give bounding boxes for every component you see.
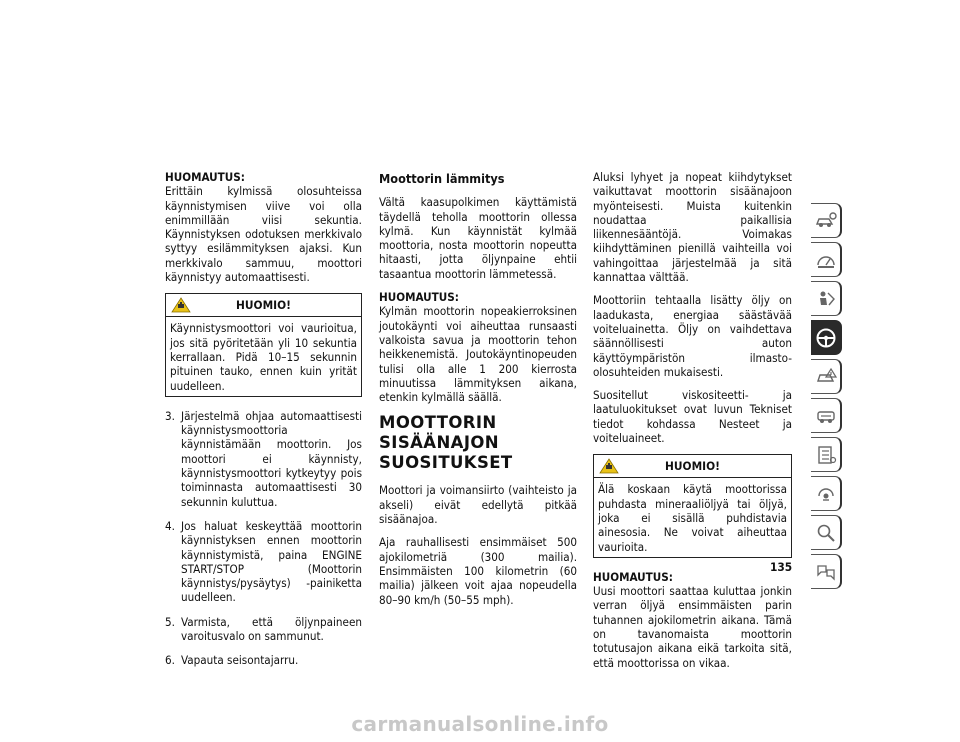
steps-list [165,409,362,668]
tab-safety[interactable] [811,281,842,316]
service-car-icon [815,406,837,426]
warning-header [594,455,791,478]
tab-starting-operating[interactable] [811,320,842,355]
dashboard-info-icon [815,250,837,270]
note-text: Kylmän moottorin nopeakierroksinen joutokäynti voi aiheuttaa runsaasti valkoista savua ja moottorin tehon heikkenemistä. Joutokäyntinopeuden tulisi olla alle 1 200 kierrosta minuutissa lämmityksen aikana, etenkin kylmällä säällä. [379,304,577,405]
note-text: Uusi moottori saattaa kuluttaa jonkin verran öljyä ensimmäisten parin tuhannen ajokilometrin aikana. Tämä on tavanomaista moottorin totutusajon aikana eikä tarkoita sitä, että moottorissa on vikaa. [593,584,792,670]
list-item [165,409,362,509]
tab-emergency[interactable] [811,359,842,394]
language-index-icon [815,562,837,582]
step-text: Varmista, että öljynpaineen varoitusvalo on sammunut. [181,614,362,644]
step-number: 6. [165,653,175,668]
step-text: Järjestelmä ohjaa automaattisesti käynnistysmoottoria käynnistämään moottorin. Jos moottori ei käynnisty, käynnistysmoottori kytkeytyy pois toiminnasta automaattisesti 30 sekunnin kuluttua. [181,408,362,509]
note-label: HUOMAUTUS: [593,569,673,584]
paragraph: Moottoriin tehtaalla lisätty öljy on laadukasta, energiaa säästävää voiteluainetta. Öljy on vaihdettava säännöllisesti auton käyttöympäristön ilmasto-olosuhteiden mukaisesti. [593,293,792,379]
safety-airbag-icon [815,289,837,309]
step-text: Jos haluat keskeyttää moottorin käynnistyksen ennen moottorin käynnistymistä, paina ENGINE START/STOP (Moottorin käynnistys/pysäytys) -painiketta uudelleen. [181,518,362,605]
warning-text: Älä koskaan käytä moottorissa puhdasta mineraaliöljyä tai öljyä, joka ei sisällä puhdistavia ainesosia. Ne voivat aiheuttaa vaurioita. [598,482,787,554]
list-item [165,615,362,644]
list-item [165,653,362,667]
column-left [165,170,362,678]
warning-text: Käynnistysmoottori voi vaurioitua, jos sitä pyöritetään yli 10 sekuntia kerrallaan. Pidä 10–15 sekunnin pituinen tauko, ennen kuin yrität uudelleen. [170,321,357,393]
warning-box [593,454,792,557]
specifications-list-icon [815,445,837,465]
step-number: 3. [165,408,175,423]
section-title: Moottorin lämmitys [379,171,505,186]
tab-index[interactable] [811,515,842,550]
step-text: Vapauta seisontajarru. [181,653,299,668]
warning-header [166,294,361,317]
page-number: 135 [770,560,793,574]
paragraph: Aja rauhallisesti ensimmäiset 500 ajokilometriä (300 mailia). Ensimmäisten 100 kilometrin (60 mailia) jälkeen voit ajaa nopeudella 80–90 km/h (50–55 mph). [379,535,577,607]
emergency-car-icon [815,367,837,387]
search-magnifier-icon [815,523,837,543]
step-number: 5. [165,614,175,629]
note-label: HUOMAUTUS: [165,170,245,184]
tab-multimedia[interactable] [811,476,842,511]
paragraph: Suositellut viskositeetti- ja laatuluokitukset ovat luvun Tekniset tiedot kohdassa Nesteet ja voiteluaineet. [593,388,792,446]
list-item [165,519,362,605]
note-label: HUOMAUTUS: [379,290,459,305]
column-middle [379,170,577,616]
chapter-heading: MOOTTORIN SISÄÄNAJON SUOSITUKSET [379,413,513,473]
tab-specifications[interactable] [811,437,842,472]
step-number: 4. [165,518,175,533]
warning-title: HUOMIO! [665,459,720,474]
paragraph: Vältä kaasupolkimen käyttämistä täydellä teholla moottorin ollessa kylmä. Kun käynnistät kylmää moottoria, nosta moottorin nopeutta hitaasti, jotta öljynpaine ehtii tasaantua moottorin lämmetessä. [379,195,577,281]
watermark: carmanualsonline.info [351,712,609,736]
tab-languages[interactable] [811,554,842,589]
tab-car-key[interactable] [811,203,842,238]
chapter-tabs [811,203,841,593]
tab-dashboard-info[interactable] [811,242,842,277]
car-key-icon [815,211,837,231]
warning-title: HUOMIO! [236,298,291,313]
note-text: Erittäin kylmissä olosuhteissa käynnistymisen viive voi olla enimmillään viisi sekuntia. Käynnistyksen odotuksen merkkivalo syttyy esilämmityksen ajaksi. Kun merkkivalo sammuu, moottori käynnistyy automaattisesti. [165,184,362,285]
multimedia-icon [815,484,837,504]
column-right [593,170,792,679]
steering-wheel-icon [815,327,837,349]
tab-service[interactable] [811,398,842,433]
paragraph: Moottori ja voimansiirto (vaihteisto ja akseli) eivät edellytä pitkää sisäänajoa. [379,483,577,527]
warning-box [165,293,362,396]
paragraph: Aluksi lyhyet ja nopeat kiihdytykset vaikuttavat moottorin sisäänajoon myönteisesti. Muista kuitenkin noudattaa paikallisia liikennesääntöjä. Voimakas kiihdyttäminen pienillä vaihteilla voi vahingoittaa järjestelmää ja sitä kannattaa välttää. [593,170,792,285]
